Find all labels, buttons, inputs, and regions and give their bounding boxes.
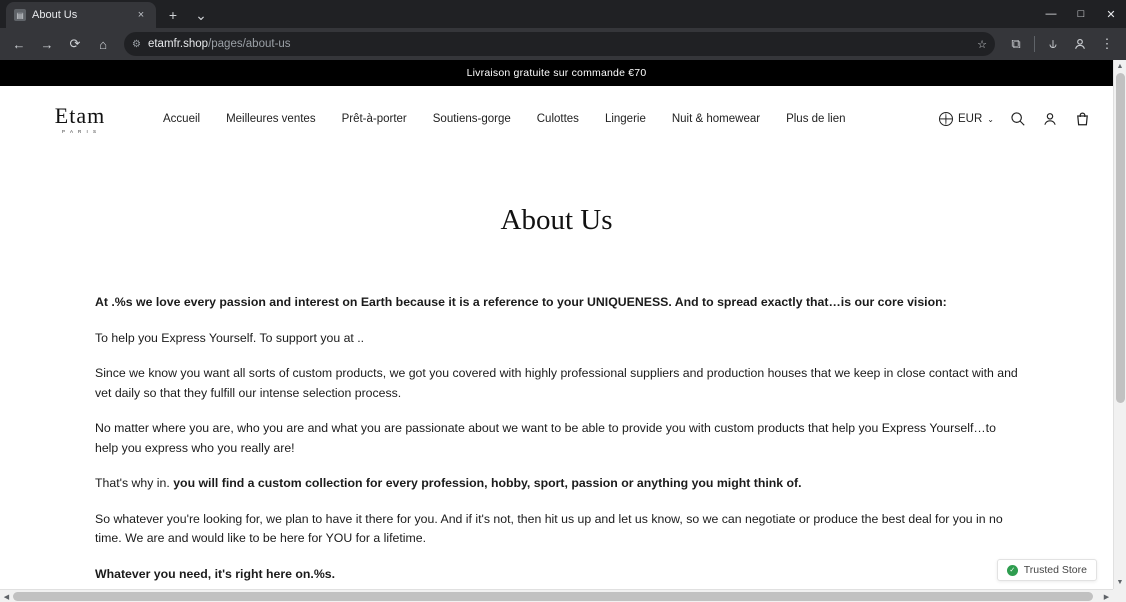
page-content — [0, 204, 1113, 584]
chevron-down-icon[interactable]: ⌄ — [195, 6, 207, 23]
bookmark-icon[interactable]: ☆ — [977, 38, 987, 51]
currency-selector[interactable] — [939, 112, 994, 126]
logo-tagline: P A R I S — [62, 128, 98, 134]
trusted-store-label: Trusted Store — [1023, 564, 1087, 576]
nav-item-pret-a-porter[interactable]: Prêt-à-porter — [341, 113, 407, 125]
address-bar[interactable] — [124, 32, 995, 56]
page-viewport — [0, 60, 1126, 602]
paragraph-5 — [95, 474, 1018, 494]
url-path: /pages/about-us — [208, 38, 291, 50]
paragraph-1: At .%s we love every passion and interest on Earth because it is a reference to your UNIQUENESS. And to spread exactly that…is our core vision: — [95, 295, 947, 309]
paragraph-5-lead: That's why in. — [95, 476, 174, 490]
account-icon[interactable] — [1042, 111, 1058, 127]
nav-item-soutiens-gorge[interactable]: Soutiens-gorge — [432, 113, 511, 125]
horizontal-scroll-thumb[interactable] — [13, 592, 1093, 601]
toolbar-divider — [1034, 36, 1035, 52]
logo-wordmark: Etam — [54, 102, 106, 128]
chevron-down-icon: ⌄ — [987, 114, 994, 124]
horizontal-scrollbar[interactable] — [0, 589, 1113, 602]
cart-icon[interactable] — [1074, 111, 1091, 128]
site-logo[interactable] — [0, 102, 150, 134]
maximize-button[interactable]: □ — [1077, 8, 1085, 20]
url-host: etamfr.shop — [147, 38, 209, 50]
nav-item-culottes[interactable]: Culottes — [536, 113, 579, 125]
check-icon: ✓ — [1007, 565, 1018, 576]
browser-toolbar — [0, 28, 1126, 60]
scroll-left-icon[interactable]: ◀ — [3, 593, 10, 601]
split-view-icon[interactable]: ⫝ — [1049, 36, 1057, 51]
close-icon[interactable]: × — [137, 8, 145, 21]
scroll-right-icon[interactable]: ▶ — [1103, 593, 1110, 601]
search-icon[interactable] — [1010, 111, 1026, 127]
profile-icon[interactable] — [1067, 31, 1093, 57]
tab-title: About Us — [32, 9, 78, 21]
back-icon[interactable]: ← — [12, 36, 26, 52]
tab-strip — [0, 0, 1126, 28]
scrollbar-corner — [1113, 589, 1126, 602]
nav-item-lingerie[interactable]: Lingerie — [604, 113, 646, 125]
currency-label: EUR — [958, 113, 983, 125]
window-controls — [1036, 0, 1126, 28]
paragraph-5-bold: you will find a custom collection for every profession, hobby, sport, passion or anything you might think of. — [173, 476, 802, 490]
close-window-button[interactable]: ✕ — [1106, 8, 1116, 21]
scroll-up-icon[interactable]: ▲ — [1116, 63, 1124, 70]
scroll-down-icon[interactable]: ▼ — [1116, 579, 1124, 586]
site-header — [0, 86, 1113, 152]
paragraph-2: To help you Express Yourself. To support you at .. — [95, 330, 365, 345]
paragraph-3: Since we know you want all sorts of custom products, we got you covered with highly professional suppliers and production houses that we keep in close contact with and vet daily so that they fulfill our intense selection process. — [95, 366, 1018, 400]
url-text — [148, 38, 291, 50]
globe-icon — [939, 112, 953, 126]
page-title: About Us — [500, 204, 613, 236]
paragraph-4: No matter where you are, who you are and what you are passionate about we want to be able to provide you with custom products that help you Express Yourself…to help you express who you really are! — [95, 421, 996, 455]
vertical-scrollbar[interactable] — [1113, 60, 1126, 589]
page-icon: ▤ — [14, 9, 26, 21]
paragraph-7: Whatever you need, it's right here on.%s. — [95, 566, 336, 581]
tab-about-us[interactable] — [6, 2, 156, 28]
reload-icon[interactable]: ⟳ — [69, 36, 81, 51]
nav-item-plus-de-lien[interactable]: Plus de lien — [786, 113, 846, 125]
tune-icon[interactable]: ⚙ — [132, 38, 141, 50]
announcement-bar: Livraison gratuite sur commande €70 — [0, 60, 1113, 86]
menu-icon[interactable]: ⋮ — [1100, 36, 1114, 51]
new-tab-button[interactable]: + — [168, 7, 178, 23]
extensions-icon[interactable]: ⧉ — [1011, 36, 1021, 51]
web-page — [0, 60, 1113, 589]
toolbar-right — [1003, 31, 1120, 57]
paragraph-6: So whatever you're looking for, we plan to have it there for you. And if it's not, then hit us up and let us know, so we can negotiate or produce the best deal for you in no time. We are and would like to be here for YOU for a lifetime. — [95, 511, 1003, 545]
forward-icon[interactable]: → — [40, 36, 54, 52]
home-icon[interactable]: ⌂ — [99, 36, 107, 52]
about-body — [95, 293, 1018, 584]
vertical-scroll-thumb[interactable] — [1116, 73, 1125, 403]
nav-item-meilleures-ventes[interactable]: Meilleures ventes — [226, 113, 316, 125]
header-actions — [939, 111, 1091, 128]
minimize-button[interactable]: — — [1045, 8, 1057, 20]
nav-item-nuit-homewear[interactable]: Nuit & homewear — [671, 113, 761, 125]
main-navigation — [150, 113, 939, 125]
nav-item-accueil[interactable]: Accueil — [163, 113, 201, 125]
trusted-store-badge[interactable] — [997, 559, 1097, 581]
